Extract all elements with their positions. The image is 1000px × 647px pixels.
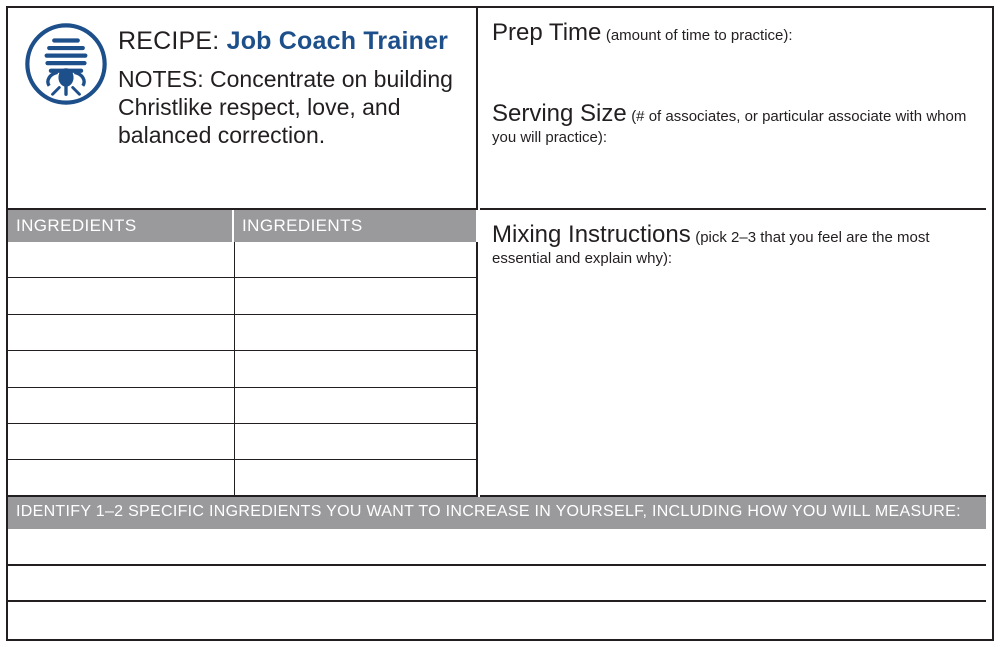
table-row [8, 424, 476, 460]
identify-answer-lines [8, 529, 986, 639]
ingredient-cell[interactable] [8, 351, 235, 386]
table-row [8, 315, 476, 351]
table-row [8, 460, 476, 496]
mixing-title: Mixing Instructions [492, 221, 691, 248]
serving-size-sub: (# of associates, or particular associate with whom you will practice): [492, 108, 967, 146]
mixing-sub: (pick 2–3 that you feel are the most essential and explain why): [492, 229, 930, 267]
table-row [8, 242, 476, 278]
ingredient-cell[interactable] [235, 388, 476, 423]
ingredient-cell[interactable] [8, 278, 235, 313]
mixing-instructions-panel[interactable] [480, 210, 986, 497]
ingredient-cell[interactable] [8, 388, 235, 423]
answer-line[interactable] [8, 529, 986, 566]
ingredients-table [8, 242, 478, 497]
identify-bar-label: IDENTIFY 1–2 SPECIFIC INGREDIENTS YOU WANT TO INCREASE IN YOURSELF, INCLUDING HOW YOU WILL MEASURE: [8, 497, 986, 529]
recipe-label: RECIPE: [118, 27, 220, 55]
ingredient-cell[interactable] [235, 460, 476, 496]
prep-time-field[interactable] [492, 18, 972, 47]
recipe-text-block [118, 8, 468, 149]
recipe-header-panel [8, 8, 478, 210]
notes-line [118, 65, 458, 149]
notes-label: NOTES: [118, 66, 204, 92]
ingredients-column-header-1: INGREDIENTS [8, 210, 234, 242]
ingredient-cell[interactable] [235, 278, 476, 313]
ingredient-cell[interactable] [235, 315, 476, 350]
ingredient-cell[interactable] [8, 242, 235, 277]
prep-serving-panel [480, 8, 986, 210]
ingredient-cell[interactable] [235, 351, 476, 386]
serving-size-title: Serving Size [492, 100, 627, 127]
ingredient-cell[interactable] [8, 315, 235, 350]
prep-time-sub: (amount of time to practice): [605, 27, 793, 44]
ingredients-header [8, 210, 478, 242]
serving-size-field[interactable] [492, 99, 972, 148]
table-row [8, 388, 476, 424]
ingredients-column-header-2: INGREDIENTS [242, 216, 363, 235]
ingredient-cell[interactable] [8, 460, 235, 496]
notes-text: Concentrate on building Christlike respect, love, and balanced correction. [118, 66, 453, 148]
ingredient-cell[interactable] [8, 424, 235, 459]
recipe-line [118, 26, 458, 56]
answer-line[interactable] [8, 566, 986, 603]
table-row [8, 351, 476, 387]
recipe-value: Job Coach Trainer [226, 27, 449, 55]
ingredient-cell[interactable] [235, 242, 476, 277]
table-row [8, 278, 476, 314]
beehive-icon [24, 22, 108, 106]
answer-line[interactable] [8, 602, 986, 639]
ingredient-cell[interactable] [235, 424, 476, 459]
prep-time-title: Prep Time [492, 19, 602, 46]
